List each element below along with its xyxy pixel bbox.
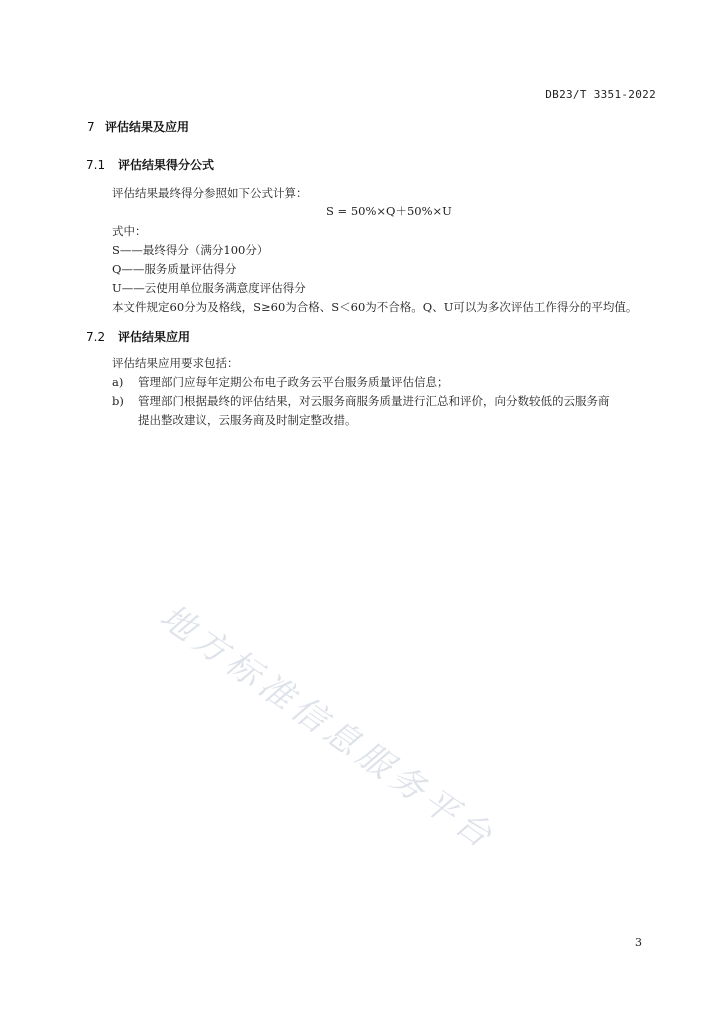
section-7-number: 7 xyxy=(87,120,95,134)
definition-q: Q——服务质量评估得分 xyxy=(112,262,237,276)
section-7-1-number: 7.1 xyxy=(86,158,106,172)
section-7-title: 评估结果及应用 xyxy=(105,120,190,134)
list-item-a xyxy=(112,373,449,392)
formula-intro: 评估结果最终得分参照如下公式计算： xyxy=(112,186,308,200)
pass-rule: 本文件规定60分为及格线，S≥60为合格、S＜60为不合格。Q、U可以为多次评估工作得分的平均值。 xyxy=(112,300,638,314)
document-code: DB23/T 3351-2022 xyxy=(545,88,656,101)
section-7-2-heading xyxy=(86,328,190,345)
application-intro: 评估结果应用要求包括： xyxy=(112,356,239,370)
section-7-2-number: 7.2 xyxy=(86,330,106,344)
list-marker-a: a) xyxy=(112,375,124,389)
section-7-2-title: 评估结果应用 xyxy=(118,330,191,344)
score-formula: S = 50%×Q＋50%×U xyxy=(326,204,452,218)
list-text-a: 管理部门应每年定期公布电子政务云平台服务质量评估信息； xyxy=(138,375,449,389)
definition-s: S——最终得分（满分100分） xyxy=(112,243,269,257)
list-item-b xyxy=(112,392,610,411)
list-text-b-continued: 提出整改建议，云服务商及时制定整改措。 xyxy=(138,413,357,427)
watermark: 地方标准信息服务平台 xyxy=(152,596,504,859)
list-marker-b: b) xyxy=(112,394,124,408)
list-text-b: 管理部门根据最终的评估结果，对云服务商服务质量进行汇总和评价，向分数较低的云服务商 xyxy=(138,394,610,408)
definition-u: U——云使用单位服务满意度评估得分 xyxy=(112,281,306,295)
where-label: 式中： xyxy=(112,224,147,238)
section-7-1-heading xyxy=(86,156,214,173)
section-7-1-title: 评估结果得分公式 xyxy=(118,158,215,172)
section-7-heading xyxy=(87,118,189,135)
page-number: 3 xyxy=(635,936,642,949)
